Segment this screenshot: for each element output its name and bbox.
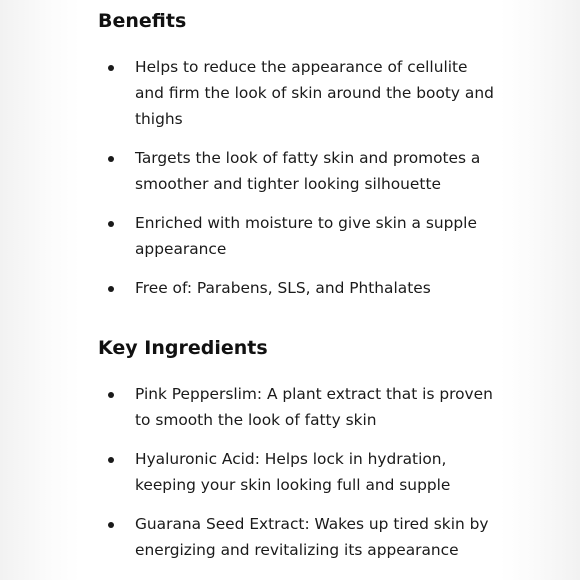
key-ingredients-heading: Key Ingredients <box>98 337 268 359</box>
list-item <box>98 446 498 498</box>
benefits-heading: Benefits <box>98 10 187 32</box>
list-item <box>98 381 498 433</box>
key-ingredients-list <box>98 381 498 563</box>
list-item-text: Guarana Seed Extract: Wakes up tired skin by energizing and revitalizing its appearance <box>135 515 489 559</box>
list-item-text: Enriched with moisture to give skin a supple appearance <box>135 214 477 258</box>
bullet-icon <box>108 156 114 162</box>
list-item-text: Helps to reduce the appearance of cellulite and firm the look of skin around the booty and thighs <box>135 58 494 128</box>
benefits-list <box>98 54 498 301</box>
list-item <box>98 511 498 563</box>
list-item-text: Free of: Parabens, SLS, and Phthalates <box>135 279 431 297</box>
list-item <box>98 210 498 262</box>
bullet-icon <box>108 65 114 71</box>
benefits-section <box>98 6 498 301</box>
bullet-icon <box>108 221 114 227</box>
product-details <box>98 6 498 576</box>
bullet-icon <box>108 286 114 292</box>
right-margin-shade <box>500 0 580 580</box>
list-item-text: Targets the look of fatty skin and promotes a smoother and tighter looking silhouette <box>135 149 481 193</box>
bullet-icon <box>108 457 114 463</box>
list-item <box>98 275 498 301</box>
left-margin-shade <box>0 0 80 580</box>
list-item <box>98 54 498 132</box>
list-item-text: Pink Pepperslim: A plant extract that is proven to smooth the look of fatty skin <box>135 385 493 429</box>
bullet-icon <box>108 522 114 528</box>
bullet-icon <box>108 392 114 398</box>
list-item <box>98 145 498 197</box>
key-ingredients-section <box>98 333 498 563</box>
list-item-text: Hyaluronic Acid: Helps lock in hydration, keeping your skin looking full and supple <box>135 450 451 494</box>
